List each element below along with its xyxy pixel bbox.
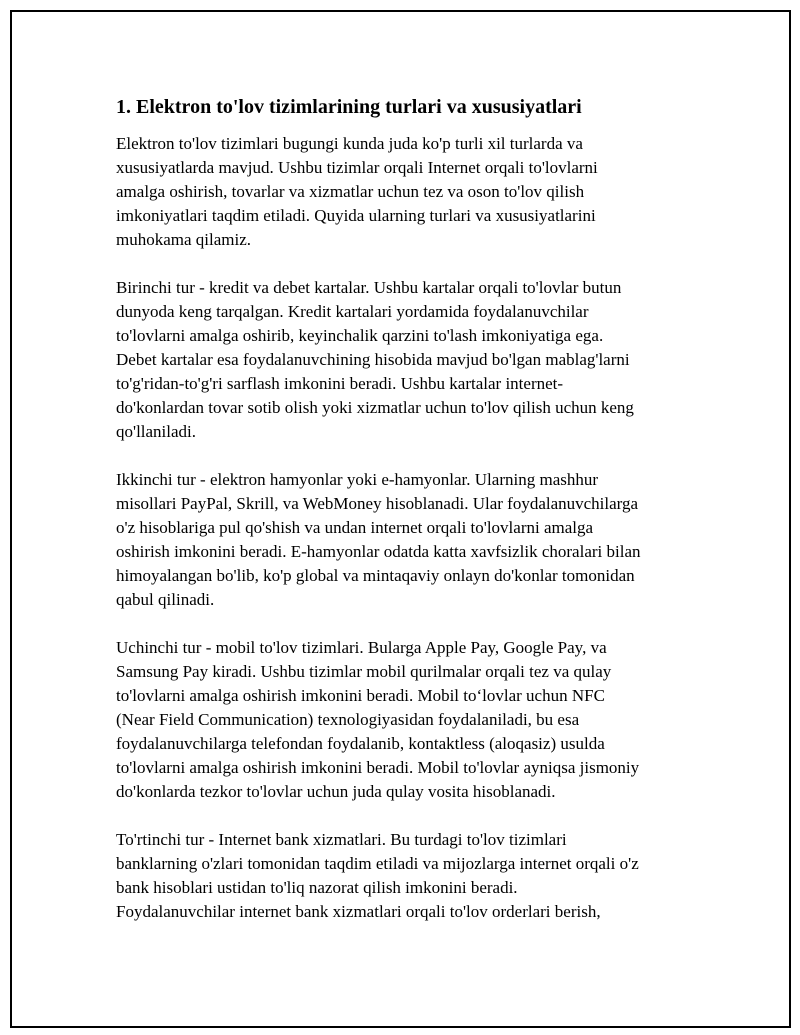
document-body (116, 94, 692, 948)
paragraph-line: Samsung Pay kiradi. Ushbu tizimlar mobil qurilmalar orqali tez va qulay (116, 662, 612, 681)
paragraph-line: to'lovlarni amalga oshirib, keyinchalik qarzini to'lash imkoniyatiga ega. (116, 326, 604, 345)
paragraph-line: qabul qilinadi. (116, 590, 215, 609)
paragraph-line: misollari PayPal, Skrill, va WebMoney hisoblanadi. Ular foydalanuvchilarga (116, 494, 639, 513)
paragraph (116, 468, 692, 612)
paragraph-line: (Near Field Communication) texnologiyasidan foydalaniladi, bu esa (116, 710, 580, 729)
paragraph (116, 276, 692, 444)
paragraph-line: muhokama qilamiz. (116, 230, 252, 249)
paragraph-line: Uchinchi tur - mobil to'lov tizimlari. Bularga Apple Pay, Google Pay, va (116, 638, 607, 657)
paragraph-line: xususiyatlarda mavjud. Ushbu tizimlar orqali Internet orqali to'lovlarni (116, 158, 598, 177)
paragraph-line: dunyoda keng tarqalgan. Kredit kartalari yordamida foydalanuvchilar (116, 302, 589, 321)
paragraph-line: imkoniyatlari taqdim etiladi. Quyida ularning turlari va xususiyatlarini (116, 206, 596, 225)
section-heading: 1. Elektron to'lov tizimlarining turlari va xususiyatlari (116, 96, 582, 118)
paragraph-line: To'rtinchi tur - Internet bank xizmatlari. Bu turdagi to'lov tizimlari (116, 830, 567, 849)
paragraph-line: himoyalangan bo'lib, ko'p global va mintaqaviy onlayn do'konlar tomonidan (116, 566, 635, 585)
paragraph-line: Foydalanuvchilar internet bank xizmatlari orqali to'lov orderlari berish, (116, 902, 601, 921)
paragraph (116, 828, 692, 924)
paragraph (116, 132, 692, 252)
paragraph-line: do'konlardan tovar sotib olish yoki xizmatlar uchun to'lov qilish uchun keng (116, 398, 634, 417)
paragraph (116, 636, 692, 804)
paragraph-line: to'g'ridan-to'g'ri sarflash imkonini beradi. Ushbu kartalar internet- (116, 374, 564, 393)
paragraph-line: Debet kartalar esa foydalanuvchining hisobida mavjud bo'lgan mablag'larni (116, 350, 630, 369)
paragraph-line: Ikkinchi tur - elektron hamyonlar yoki e-hamyonlar. Ularning mashhur (116, 470, 599, 489)
paragraph-line: Birinchi tur - kredit va debet kartalar. Ushbu kartalar orqali to'lovlar butun (116, 278, 622, 297)
paragraph-line: to'lovlarni amalga oshirish imkonini beradi. Mobil to‘lovlar uchun NFC (116, 686, 605, 705)
paragraph-line: qo'llaniladi. (116, 422, 197, 441)
paragraph-line: amalga oshirish, tovarlar va xizmatlar uchun tez va oson to'lov qilish (116, 182, 585, 201)
paragraph-line: to'lovlarni amalga oshirish imkonini beradi. Mobil to'lovlar ayniqsa jismoniy (116, 758, 640, 777)
paragraph-line: oshirish imkonini beradi. E-hamyonlar odatda katta xavfsizlik choralari bilan (116, 542, 641, 561)
paragraph-line: do'konlarda tezkor to'lovlar uchun juda qulay vosita hisoblanadi. (116, 782, 556, 801)
paragraph-line: o'z hisoblariga pul qo'shish va undan internet orqali to'lovlarni amalga (116, 518, 594, 537)
paragraph-list (116, 132, 692, 924)
paragraph-line: Elektron to'lov tizimlari bugungi kunda juda ko'p turli xil turlarda va (116, 134, 583, 153)
paragraph-line: banklarning o'zlari tomonidan taqdim etiladi va mijozlarga internet orqali o'z (116, 854, 639, 873)
paragraph-line: bank hisoblari ustidan to'liq nazorat qilish imkonini beradi. (116, 878, 518, 897)
paragraph-line: foydalanuvchilarga telefondan foydalanib, kontaktless (aloqasiz) usulda (116, 734, 605, 753)
